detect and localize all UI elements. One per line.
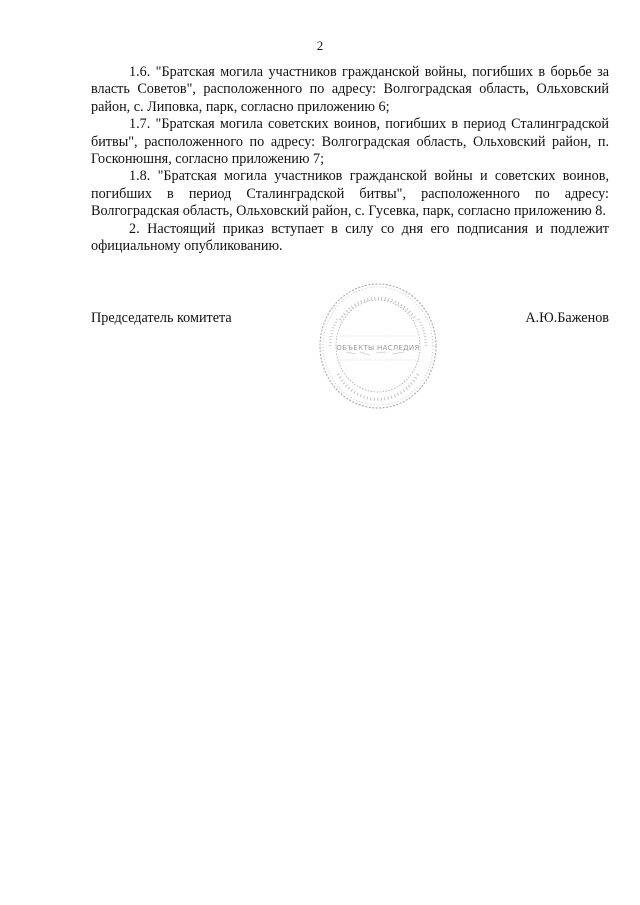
paragraph-2: 2. Настоящий приказ вступает в силу со дня его подписания и подлежит официальному опубликованию.	[91, 220, 609, 255]
page-number: 2	[316, 38, 324, 53]
svg-text:ОБЪЕКТЫ НАСЛЕДИЯ: ОБЪЕКТЫ НАСЛЕДИЯ	[336, 344, 420, 352]
paragraph-1-8: 1.8. "Братская могила участников гражданской войны и советских воинов, погибших в период Сталинградской битвы", расположенного по адресу: Волгоградская область, Ольховский район, с. Гусевка, парк, согласно приложению 8.	[91, 168, 609, 220]
paragraph-1-6: 1.6. "Братская могила участников гражданской войны, погибших в борьбе за власть Советов", расположенного по адресу: Волгоградская область, Ольховский район, с. Липовка, парк, согласно приложению 6;	[91, 64, 609, 115]
signer-name: А.Ю.Баженов	[525, 310, 609, 326]
signer-title: Председатель комитета	[91, 310, 232, 326]
order-body	[91, 64, 609, 255]
paragraph-1-7: 1.7. "Братская могила советских воинов, погибших в период Сталинградской битвы", расположенного по адресу: Волгоградская область, Ольховский район, п. Госконюшня, согласно приложению 7;	[91, 116, 609, 168]
official-seal-stamp	[316, 280, 440, 412]
